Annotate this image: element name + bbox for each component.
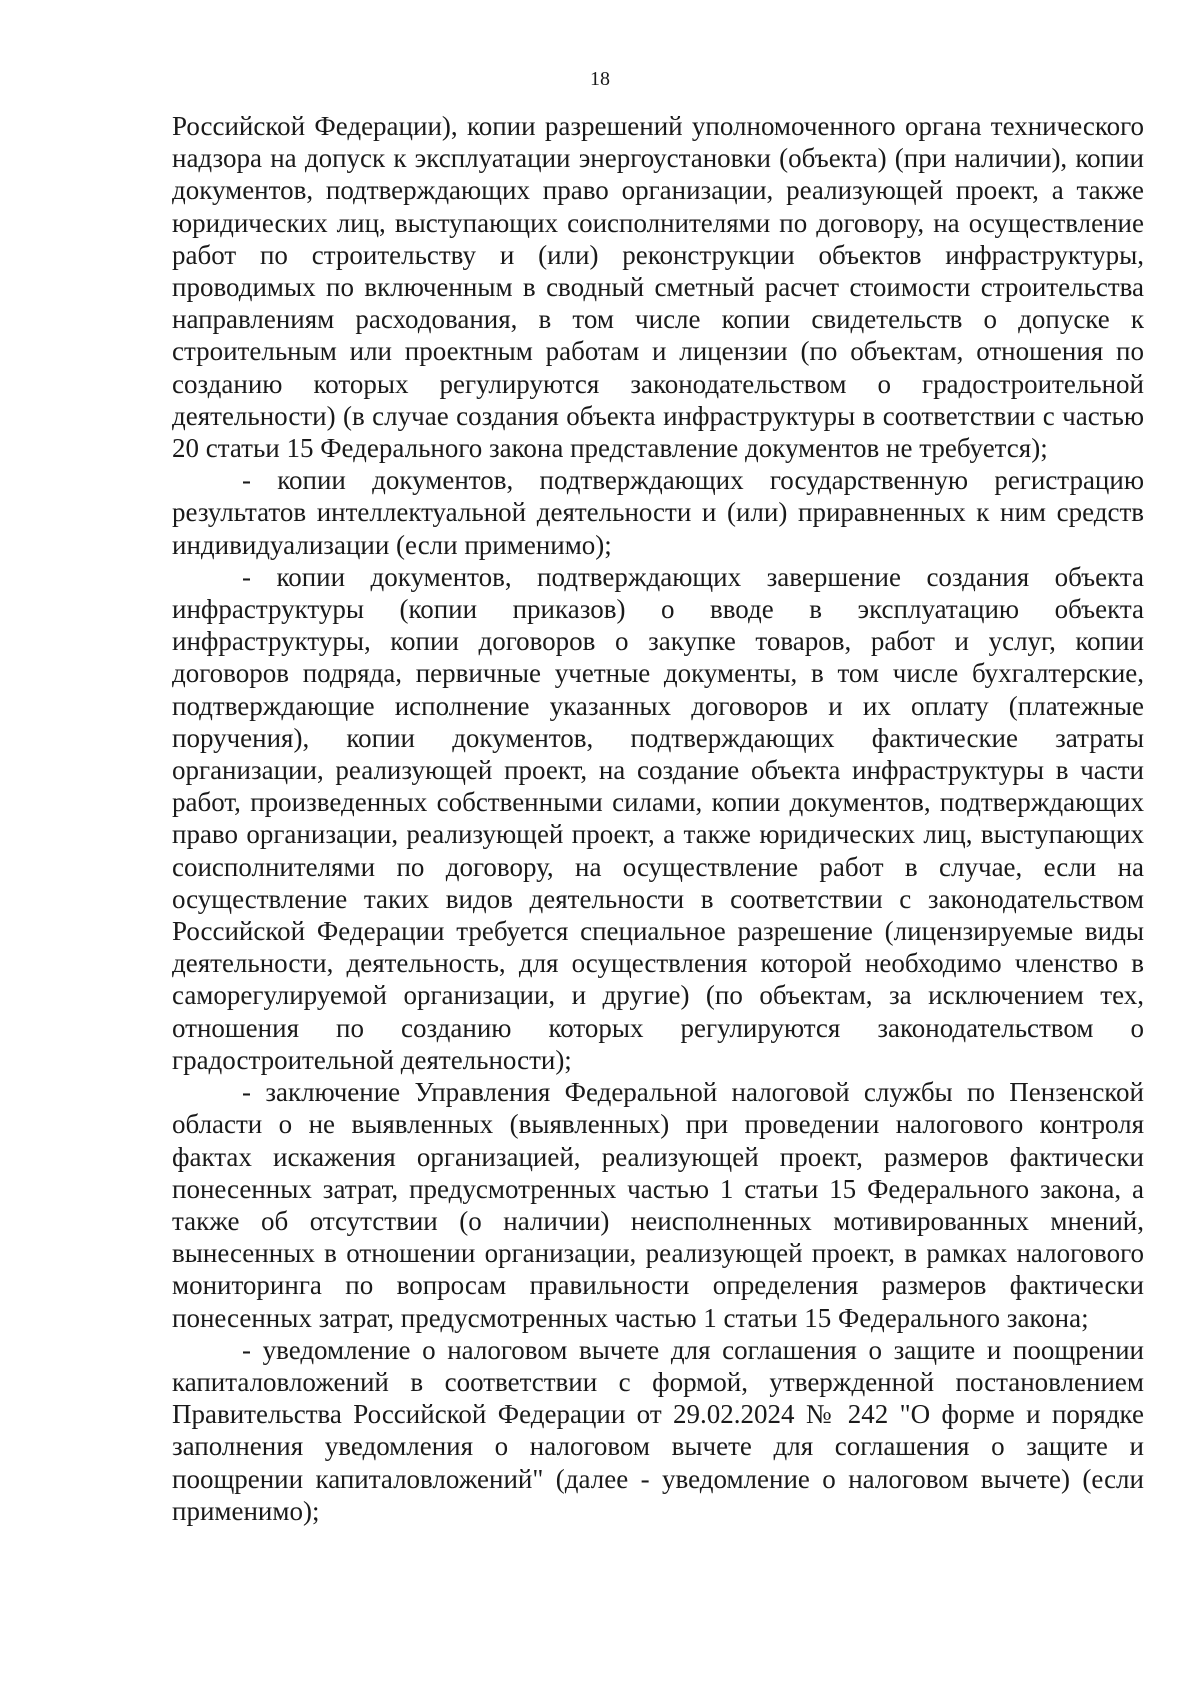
paragraph-ip-registration: - копии документов, подтверждающих государственную регистрацию результатов интеллектуальной деятельности и (или) приравненных к ним средств индивидуализации (если применимо);	[172, 465, 1144, 560]
paragraph-continuation: Российской Федерации), копии разрешений уполномоченного органа технического надзора на допуск к эксплуатации энергоустановки (объекта) (при наличии), копии документов, подтверждающих право организации, реализующей проект, а также юридических лиц, выступающих соисполнителями по договору, на осуществление работ по строительству и (или) реконструкции объектов инфраструктуры, проводимых по включенным в сводный сметный расчет стоимости строительства направлениям расходования, в том числе копии свидетельств о допуске к строительным или проектным работам и лицензии (по объектам, отношения по созданию которых регулируются законодательством о градостроительной деятельности) (в случае создания объекта инфраструктуры в соответствии с частью 20 статьи 15 Федерального закона представление документов не требуется);	[172, 111, 1144, 464]
page-number: 18	[590, 68, 610, 90]
document-body	[172, 110, 1144, 1527]
paragraph-tax-service-conclusion: - заключение Управления Федеральной налоговой службы по Пензенской области о не выявленных (выявленных) при проведении налогового контроля фактах искажения организацией, реализующей проект, размеров фактически понесенных затрат, предусмотренных частью 1 статьи 15 Федерального закона, а также об отсутствии (о наличии) неисполненных мотивированных мнений, вынесенных в отношении организации, реализующей проект, в рамках налогового мониторинга по вопросам правильности определения размеров фактически понесенных затрат, предусмотренных частью 1 статьи 15 Федерального закона;	[172, 1077, 1144, 1333]
paragraph-tax-deduction-notice: - уведомление о налоговом вычете для соглашения о защите и поощрении капиталовложений в соответствии с формой, утвержденной постановлением Правительства Российской Федерации от 29.02.2024 № 242 "О форме и порядке заполнения уведомления о налоговом вычете для соглашения о защите и поощрении капиталовложений" (далее - уведомление о налоговом вычете) (если применимо);	[172, 1334, 1144, 1526]
paragraph-infrastructure-completion: - копии документов, подтверждающих завершение создания объекта инфраструктуры (копии приказов) о вводе в эксплуатацию объекта инфраструктуры, копии договоров о закупке товаров, работ и услуг, копии договоров подряда, первичные учетные документы, в том числе бухгалтерские, подтверждающие исполнение указанных договоров и их оплату (платежные поручения), копии документов, подтверждающих фактические затраты организации, реализующей проект, на создание объекта инфраструктуры в части работ, произведенных собственными силами, копии документов, подтверждающих право организации, реализующей проект, а также юридических лиц, выступающих соисполнителями по договору, на осуществление работ в случае, если на осуществление таких видов деятельности в соответствии с законодательством Российской Федерации требуется специальное разрешение (лицензируемые виды деятельности, деятельность, для осуществления которой необходимо членство в саморегулируемой организации, и другие) (по объектам, за исключением тех, отношения по созданию которых регулируются законодательством о градостроительной деятельности);	[172, 561, 1144, 1075]
